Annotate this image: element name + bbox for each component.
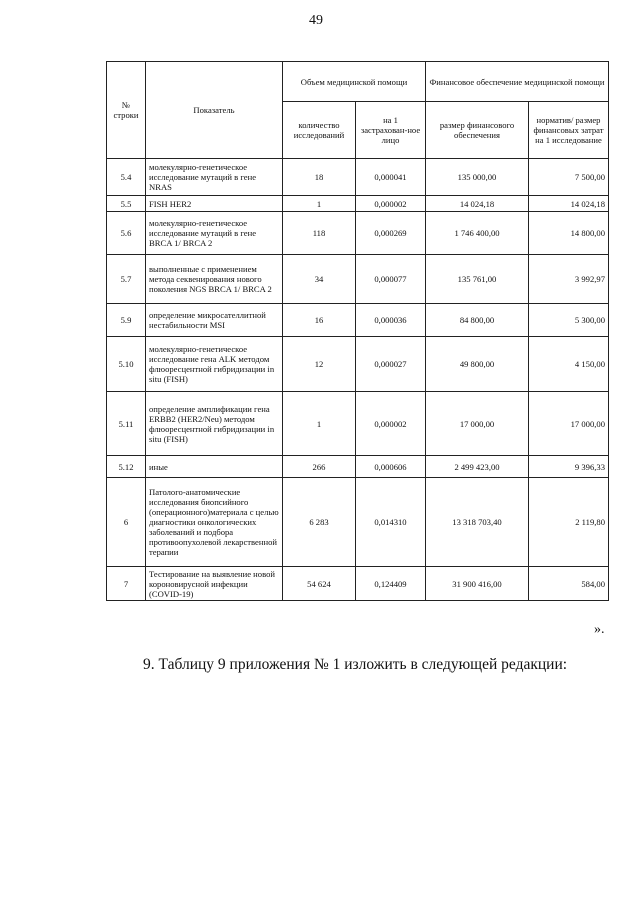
count-cell: 1 <box>283 392 356 456</box>
amount-cell: 135 000,00 <box>426 159 529 196</box>
norm-cell: 3 992,97 <box>529 255 609 304</box>
per-insured-cell: 0,000269 <box>356 212 426 255</box>
count-cell: 54 624 <box>283 567 356 601</box>
indicator-cell: молекулярно-генетическое исследование гена ALK методом флюоресцентной гибридизации in situ (FISH) <box>146 337 283 392</box>
count-cell: 34 <box>283 255 356 304</box>
indicator-cell: FISH HER2 <box>146 196 283 212</box>
table-row <box>107 478 609 567</box>
row-number-cell: 5.11 <box>107 392 146 456</box>
header-count: количество исследований <box>283 102 356 159</box>
count-cell: 6 283 <box>283 478 356 567</box>
header-norm: норматив/ размер финансовых затрат на 1 исследование <box>529 102 609 159</box>
count-cell: 12 <box>283 337 356 392</box>
row-number-cell: 6 <box>107 478 146 567</box>
paragraph-text: 9. Таблицу 9 приложения № 1 изложить в следующей редакции: <box>143 656 568 673</box>
row-number-cell: 7 <box>107 567 146 601</box>
row-number-cell: 5.9 <box>107 304 146 337</box>
norm-cell: 5 300,00 <box>529 304 609 337</box>
indicator-cell: молекулярно-генетическое исследование мутаций в гене NRAS <box>146 159 283 196</box>
table-row <box>107 196 609 212</box>
amount-cell: 31 900 416,00 <box>426 567 529 601</box>
norm-cell: 7 500,00 <box>529 159 609 196</box>
per-insured-cell: 0,000041 <box>356 159 426 196</box>
row-number-cell: 5.7 <box>107 255 146 304</box>
table-row <box>107 304 609 337</box>
amount-cell: 13 318 703,40 <box>426 478 529 567</box>
finance-table <box>106 61 609 601</box>
per-insured-cell: 0,014310 <box>356 478 426 567</box>
amount-cell: 17 000,00 <box>426 392 529 456</box>
header-amount: размер финансового обеспечения <box>426 102 529 159</box>
table-row <box>107 159 609 196</box>
norm-cell: 584,00 <box>529 567 609 601</box>
count-cell: 16 <box>283 304 356 337</box>
table-row <box>107 212 609 255</box>
row-number-cell: 5.10 <box>107 337 146 392</box>
indicator-cell: Тестирование на выявление новой короновирусной инфекции (COVID-19) <box>146 567 283 601</box>
amount-cell: 14 024,18 <box>426 196 529 212</box>
closing-quote: ». <box>594 622 605 637</box>
amount-cell: 2 499 423,00 <box>426 456 529 478</box>
count-cell: 118 <box>283 212 356 255</box>
row-number-cell: 5.5 <box>107 196 146 212</box>
norm-cell: 4 150,00 <box>529 337 609 392</box>
norm-cell: 14 024,18 <box>529 196 609 212</box>
indicator-cell: Патолого-анатомические исследования биопсийного (операционного)материала с целью диагностики онкологических заболеваний и подбора противоопухолевой лекарственной терапии <box>146 478 283 567</box>
per-insured-cell: 0,124409 <box>356 567 426 601</box>
indicator-cell: выполненные с применением метода секвенирования нового поколения NGS BRCA 1/ BRCA 2 <box>146 255 283 304</box>
row-number-cell: 5.12 <box>107 456 146 478</box>
per-insured-cell: 0,000027 <box>356 337 426 392</box>
amount-cell: 1 746 400,00 <box>426 212 529 255</box>
page-number: 49 <box>309 13 323 28</box>
norm-cell: 2 119,80 <box>529 478 609 567</box>
per-insured-cell: 0,000077 <box>356 255 426 304</box>
row-number-cell: 5.4 <box>107 159 146 196</box>
amount-cell: 84 800,00 <box>426 304 529 337</box>
count-cell: 1 <box>283 196 356 212</box>
indicator-cell: определение микросателлитной нестабильности MSI <box>146 304 283 337</box>
header-per-insured: на 1 застрахован-ное лицо <box>356 102 426 159</box>
table-row <box>107 567 609 601</box>
amount-cell: 135 761,00 <box>426 255 529 304</box>
header-indicator: Показатель <box>146 62 283 159</box>
row-number-cell: 5.6 <box>107 212 146 255</box>
per-insured-cell: 0,000036 <box>356 304 426 337</box>
count-cell: 266 <box>283 456 356 478</box>
norm-cell: 9 396,33 <box>529 456 609 478</box>
norm-cell: 17 000,00 <box>529 392 609 456</box>
count-cell: 18 <box>283 159 356 196</box>
header-volume-group: Объем медицинской помощи <box>283 62 426 102</box>
norm-cell: 14 800,00 <box>529 212 609 255</box>
per-insured-cell: 0,000002 <box>356 392 426 456</box>
indicator-cell: молекулярно-генетическое исследование мутаций в гене BRCA 1/ BRCA 2 <box>146 212 283 255</box>
table-row <box>107 337 609 392</box>
header-row-no: № строки <box>107 62 146 159</box>
per-insured-cell: 0,000002 <box>356 196 426 212</box>
table-row <box>107 392 609 456</box>
header-finance-group: Финансовое обеспечение медицинской помощи <box>426 62 609 102</box>
table-row <box>107 456 609 478</box>
per-insured-cell: 0,000606 <box>356 456 426 478</box>
amount-cell: 49 800,00 <box>426 337 529 392</box>
indicator-cell: определение амплификации гена ERBB2 (HER2/Neu) методом флюоресцентной гибридизации in situ (FISH) <box>146 392 283 456</box>
table-row <box>107 255 609 304</box>
indicator-cell: иные <box>146 456 283 478</box>
